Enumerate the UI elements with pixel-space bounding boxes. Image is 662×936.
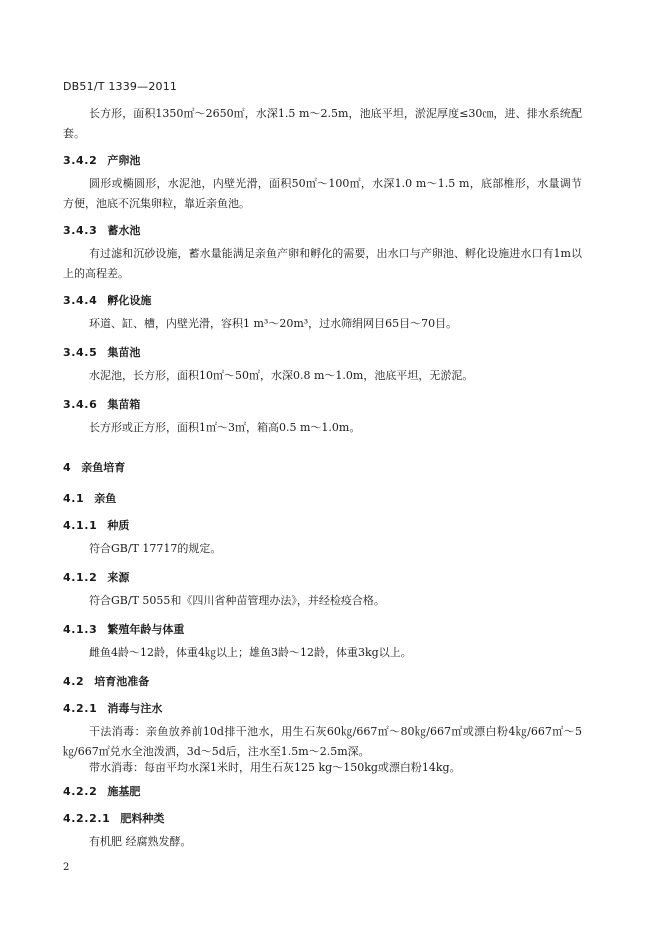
running-header: DB51/T 1339—2011 xyxy=(63,80,178,93)
section-heading-4-1 xyxy=(63,490,116,506)
section-title: 孵化设施 xyxy=(107,294,152,307)
section-title: 蓄水池 xyxy=(107,224,141,237)
section-heading-4 xyxy=(63,459,125,475)
section-number: 3.4.5 xyxy=(63,346,98,359)
section-title: 来源 xyxy=(107,571,130,584)
section-heading-4-2 xyxy=(63,673,149,689)
paragraph-adult-pond: 长方形，面积1350㎡～2650㎡，水深1.5 m～2.5m，池底平坦，淤泥厚度≤30㎝，进、排水系统配套。 xyxy=(63,107,582,140)
section-number: 3.4.3 xyxy=(63,224,98,237)
section-number: 4.2.2 xyxy=(63,785,98,798)
section-number: 4.2.1 xyxy=(63,702,98,715)
section-title: 消毒与注水 xyxy=(107,702,163,715)
section-number: 4.1 xyxy=(63,492,85,505)
section-title: 亲鱼 xyxy=(94,492,117,505)
section-title: 施基肥 xyxy=(107,785,141,798)
paragraph-fertilizer-type: 有机肥 经腐熟发酵。 xyxy=(89,835,192,848)
section-number: 4 xyxy=(63,461,72,474)
section-heading-4-2-2 xyxy=(63,783,140,799)
section-title: 产卵池 xyxy=(107,154,141,167)
paragraph-source: 符合GB/T 5055和《四川省种苗管理办法》，并经检疫合格。 xyxy=(89,594,385,607)
paragraph-wet-disinfection: 带水消毒：每亩平均水深1米时，用生石灰125 kg～150kg或漂白粉14kg。 xyxy=(89,761,461,774)
paragraph-breeding-age: 雌鱼4龄～12龄，体重4㎏以上；雄鱼3龄～12龄，体重3kg以上。 xyxy=(89,646,412,659)
section-title: 肥料种类 xyxy=(120,812,165,825)
section-heading-4-1-1 xyxy=(63,517,129,533)
section-title: 集苗箱 xyxy=(107,398,141,411)
section-heading-3-4-4 xyxy=(63,292,151,308)
section-title: 种质 xyxy=(107,519,130,532)
paragraph-germplasm: 符合GB/T 17717的规定。 xyxy=(89,542,222,555)
section-title: 集苗池 xyxy=(107,346,141,359)
paragraph-fry-box: 长方形或正方形，面积1㎡～3㎡，箱高0.5 m～1.0m。 xyxy=(89,421,361,434)
section-heading-3-4-6 xyxy=(63,396,140,412)
section-heading-3-4-2 xyxy=(63,152,140,168)
section-number: 4.2 xyxy=(63,675,85,688)
section-number: 3.4.4 xyxy=(63,294,98,307)
section-heading-4-2-2-1 xyxy=(63,810,164,826)
section-heading-4-1-3 xyxy=(63,621,184,637)
section-title: 培育池准备 xyxy=(94,675,150,688)
section-heading-3-4-3 xyxy=(63,222,140,238)
section-heading-4-1-2 xyxy=(63,569,129,585)
section-heading-4-2-1 xyxy=(63,700,162,716)
page-number: 2 xyxy=(63,862,70,873)
section-heading-3-4-5 xyxy=(63,344,140,360)
paragraph-dry-disinfection: 干法消毒：亲鱼放养前10d排干池水，用生石灰60㎏/667㎡～80㎏/667㎡或漂白粉4㎏/667㎡～5㎏/667㎡兑水全池泼洒，3d～5d后，注水至1.5m～2.5m深。 xyxy=(63,725,582,758)
paragraph-reservoir: 有过滤和沉砂设施，蓄水量能满足亲鱼产卵和孵化的需要，出水口与产卵池、孵化设施进水口有1m以上的高程差。 xyxy=(63,247,582,280)
paragraph-spawning-pond: 圆形或椭圆形，水泥池，内壁光滑，面积50㎡～100㎡，水深1.0 m～1.5 m，底部椎形，水量调节方便，池底不沉集卵粒，靠近亲鱼池。 xyxy=(63,177,582,210)
paragraph-fry-pond: 水泥池，长方形，面积10㎡～50㎡，水深0.8 m～1.0m，池底平坦，无淤泥。 xyxy=(89,369,474,382)
section-number: 3.4.2 xyxy=(63,154,98,167)
paragraph-hatching: 环道、缸、槽，内壁光滑，容积1 m³～20m³，过水筛绢网目65目～70目。 xyxy=(89,317,458,330)
section-title: 亲鱼培育 xyxy=(81,461,126,474)
section-number: 4.1.2 xyxy=(63,571,98,584)
section-number: 4.1.1 xyxy=(63,519,98,532)
section-number: 4.1.3 xyxy=(63,623,98,636)
section-number: 4.2.2.1 xyxy=(63,812,111,825)
section-number: 3.4.6 xyxy=(63,398,98,411)
section-title: 繁殖年龄与体重 xyxy=(107,623,185,636)
